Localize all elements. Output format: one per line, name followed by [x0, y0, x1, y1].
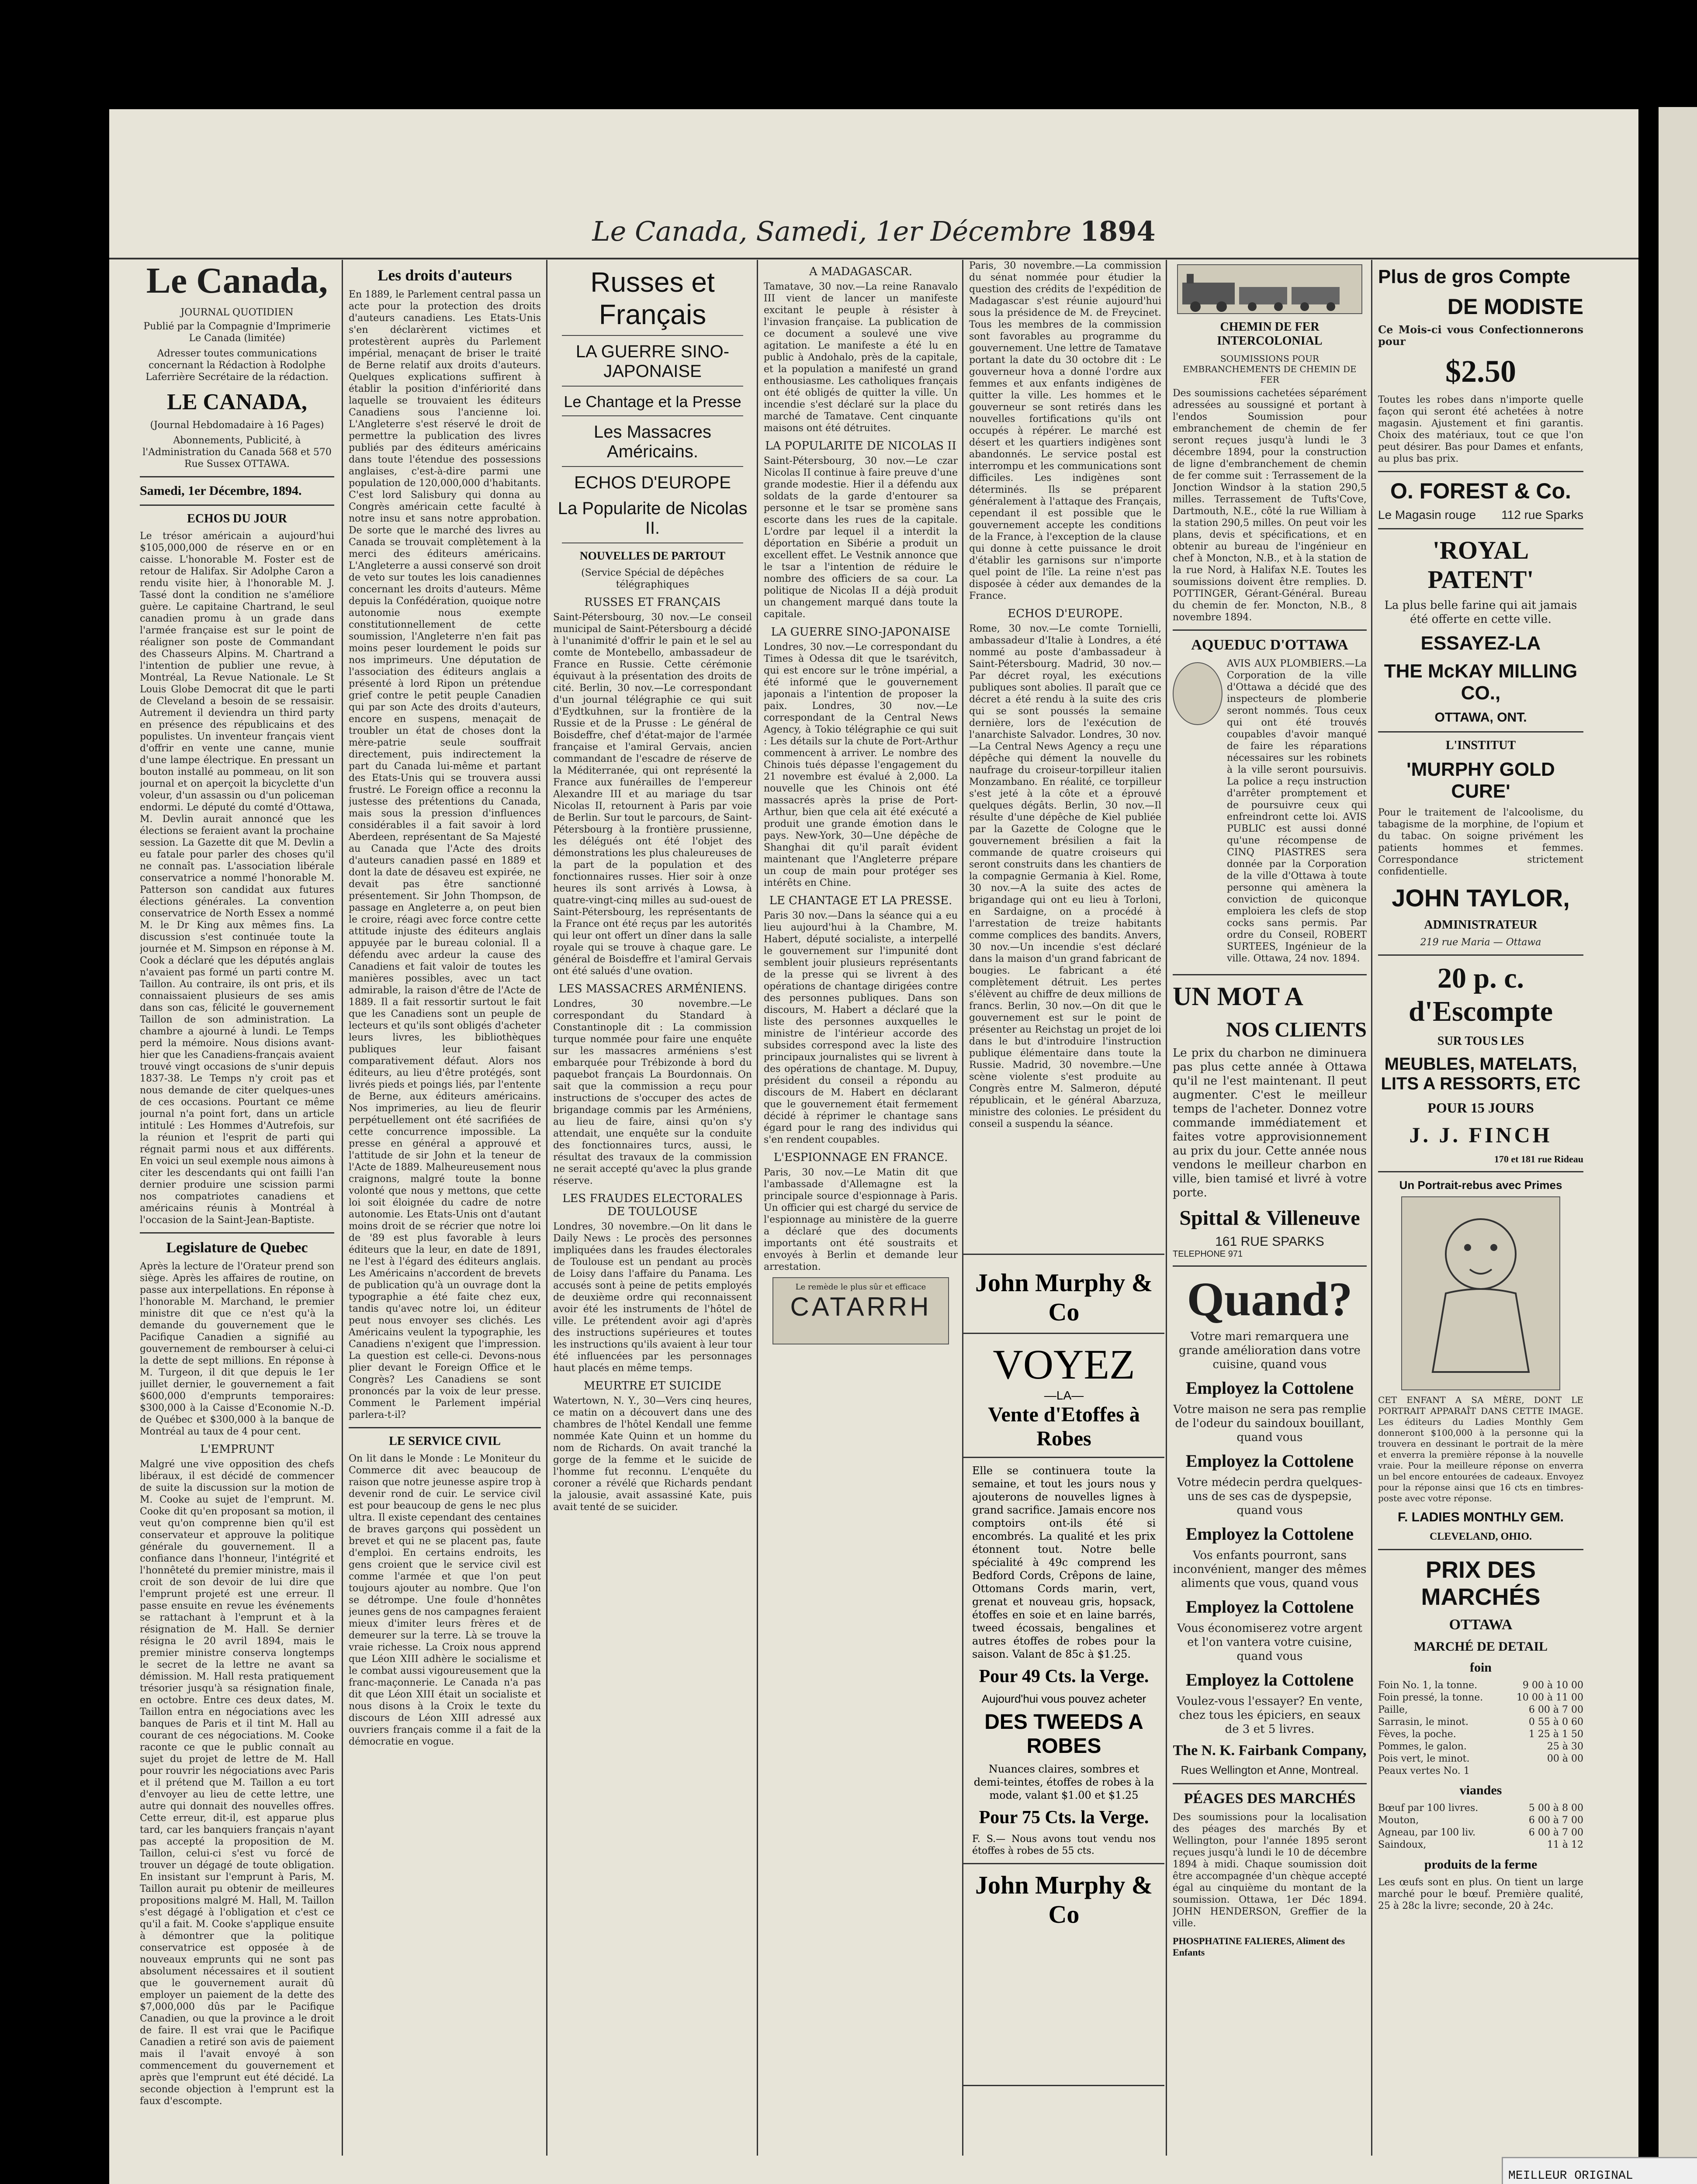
- section-heading: A MADAGASCAR.: [809, 265, 912, 278]
- price-row: [1378, 1716, 1583, 1728]
- publisher-note: Publié par la Compagnie d'Imprimerie Le Canada (limitée): [143, 321, 331, 344]
- institut-heading: L'INSTITUT: [1445, 739, 1516, 752]
- spittal-address: 161 RUE SPARKS: [1215, 1234, 1324, 1249]
- newspaper-tagline: JOURNAL QUOTIDIEN: [180, 307, 294, 318]
- meat-list: [1378, 1802, 1583, 1851]
- article-heading: LE SERVICE CIVIL: [389, 1434, 501, 1448]
- price-value: 9 00 à 10 00: [1522, 1680, 1583, 1691]
- price-item: Sarrasin, le minot.: [1378, 1717, 1469, 1728]
- ferme-heading: produits de la ferme: [1424, 1857, 1538, 1872]
- divider: [963, 1863, 1164, 1864]
- divider: [562, 415, 743, 416]
- rebus-heading: Un Portrait-rebus avec Primes: [1399, 1178, 1562, 1192]
- modiste-heading: Plus de gros Compte: [1378, 266, 1571, 287]
- royal-heading: 'ROYAL PATENT': [1427, 536, 1534, 594]
- column-6: [1173, 260, 1367, 2156]
- emprunt-heading: L'EMPRUNT: [200, 1443, 274, 1456]
- foin-heading: foin: [1469, 1660, 1492, 1675]
- price-value: 00 à 00: [1547, 1753, 1583, 1764]
- section-heading: LA GUERRE SINO-JAPONAISE: [771, 625, 951, 639]
- clients-heading: NOS CLIENTS: [1226, 1018, 1367, 1041]
- escompte-heading: 20 p. c. d'Escompte: [1409, 962, 1553, 1027]
- cure-text: Pour le traitement de l'alcoolisme, du tabagisme de la morphine, de l'opium et du tabac. On soigne privément les patients hommes et femmes. Correspondance strictement confidentielle.: [1378, 807, 1583, 877]
- echos-heading: ECHOS DU JOUR: [187, 512, 287, 525]
- masthead-year: 1894: [1080, 215, 1156, 247]
- cottolene-slogan: Employez la Cottolene: [1185, 1670, 1354, 1690]
- article-text: Watertown, N. Y., 30—Vers cinq heures, ce matin on a découvert dans une des chambres de l'hôtel Kendall une femme nommée Kate Quinn et un homme du nom de Richards. On avait tranché la gorge de la femme et le suicide de l'homme fut reconnu. L'enquête du coroner a révélé que Richards pendant la jalousie, avait assassiné Kate, puis avait tenté de se suicider.: [553, 1396, 752, 1513]
- echos-text: Le trésor américain a aujourd'hui $105,000,000 de réserve en or en caisse. L'honorable M. Foster est de retour de Halifax. Sir Adolphe Caron a rendu visite hier, à l'honorable M. J. Tassé dont la condition ne s'améliore guère. Le capitaine Chartrand, le seul canadien promu à un grade dans l'armée française est sur le point de réaligner son poste de Commandant des Chasseurs Alpins. M. Chartrand a l'intention de publier une revue, à Montréal, La Revue Nationale. Le St Louis Globe Democrat dit que le parti de Cleveland a besoin de se ressaisir. Autrement il deviendra un third party en présence des républicains et des populistes. Un inventeur français vient d'offrir en vente une canne, munie d'une lampe électrique. En pressant un bouton installé au pommeau, on lit son journal et on aperçoit la bicyclette d'un voleur, d'un assassin ou d'un policeman endormi. Le député du comté d'Ottawa, M. Devlin aurait annoncé que les élections se feraient avant la prochaine session. La Gazette dit que M. Devlin a eu fatale pour parler des choses qu'il ne connaît pas. L'association libérale conservatrice a nommé l'honorable M. Patterson son candidat aux futures élections générales. La convention conservatrice de North Essex a nommé M. le Dr King aux mêmes fins. La discussion s'est continuée toute la journée et M. Simpson en réponse à M. Cook a déclaré que les députés anglais n'avaient pas formé un parti contre M. Taillon. Au contraire, ils ont pris, et ils connaissaient plusieurs de ses amis dans son cas, félicité le gouvernement Taillon de son administration. La chambre a ajourné à lundi. Le Temps perd la mémoire. Nous disions avant-hier que les Canadiens-français avaient trouvé vingt occasions de s'unir depuis 1837-38. Le Temps n'y croit pas et nous demande de citer quelques-unes de ces occasions. Pourtant ce même journal n'a point fort, dans un article intitulé : Les Hommes d'Autrefois, sur la réunion et l'esprit de parti qui régnait parmi nous et aux différents. En voici un seul exemple nous aimons à citer les descendants qui ont failli l'an dernier produire une scission parmi nos compatriotes canadiens et américains réunis à Montréal à l'occasion de la Saint-Jean-Baptiste.: [140, 531, 334, 1226]
- aqueduc-text: AVIS AUX PLOMBIERS.—La Corporation de la ville d'Ottawa a décidé que des inspecteurs de plomberie seront nommés. Tous ceux qui ont été trouvés coupables d'avoir manqué de faire les réparations nécessaires sur les robinets à la ville seront poursuivis. La police a reçu instruction d'arrêter promptement et de poursuivre ceux qui enfreindront cette loi. AVIS PUBLIC est aussi donné qu'une récompense de CINQ PIASTRES sera donnée par la Corporation de la ville d'Ottawa à toute personne qui amènera la conviction de quiconque emploiera les clefs de stop cocks sans permis. Par ordre du Conseil, ROBERT SURTEES, Ingénieur de la ville. Ottawa, 24 nov. 1894.: [1227, 658, 1367, 964]
- jours-heading: POUR 15 JOURS: [1427, 1100, 1534, 1116]
- mckay-name: THE McKAY MILLING CO.,: [1384, 660, 1578, 704]
- tweeds-heading: DES TWEEDS A ROBES: [984, 1711, 1143, 1758]
- gem-name: F. LADIES MONTHLY GEM.: [1397, 1510, 1564, 1524]
- catarrh-tagline: Le remède le plus sûr et efficace: [795, 1282, 926, 1292]
- price-value: 1 25 à 1 50: [1528, 1729, 1583, 1740]
- rail-subheading: SOUMISSIONS POUR EMBRANCHEMENTS DE CHEMIN DE FER: [1183, 353, 1357, 385]
- cottolene-text: Votre médecin perdra quelques-uns de ses cas de dyspepsie, quand vous: [1177, 1476, 1362, 1517]
- prix-city: OTTAWA: [1449, 1617, 1513, 1633]
- article-text: Saint-Pétersbourg, 30 nov.—Le czar Nicolas II continue à faire preuve d'une grande modestie. Hier il a défendu aux soldats de la garde d'entourer sa personne et le tsar se promène sans escorte dans les rues de la capitale. L'ordre par lequel il a interdit la déportation en Sibérie a produit un excellent effet. Le Vestnik annonce que le tsar a l'intention de réduire le nombre des officiers de sa cour. La politique de Nicolas II a déjà produit un changement marqué dans toute la capitale.: [764, 456, 958, 620]
- price-row: [1378, 1802, 1583, 1814]
- detail-heading: MARCHÉ DE DETAIL: [1413, 1639, 1548, 1654]
- article-heading: Les droits d'auteurs: [377, 266, 512, 284]
- phosphatine-ad: PHOSPHATINE FALIERES, Aliment des Enfants: [1173, 1935, 1345, 1958]
- fairbank-name: The N. K. Fairbank Company,: [1173, 1742, 1367, 1759]
- divider: [349, 1427, 541, 1428]
- article-text: On lit dans le Monde : Le Moniteur du Commerce dit avec beaucoup de raison que notre jeunesse aspire trop à devenir rond de cuir. Le service civil est pour beaucoup de gens le nec plus ultra. Il existe cependant des centaines de braves garçons qui possèdent un brevet et qui ne se placent pas, faute d'emploi. En certains endroits, les gens croient que le service civil est comme l'armée et que l'on peut toujours ajouter au nombre. Que l'on se détrompe. Une foule d'honnêtes jeunes gens de nos campagnes feraient mieux d'imiter leurs frères et de demeurer sur la terre. Là se trouve la vraie richesse. La Croix nous apprend que Léon XIII adhère le socialisme et le combat aussi vigoureusement que la franc-maçonnerie. Le Canada n'a pas dit que Léon XIII était un socialiste et nous disons à la Croix le texte du discours de Léon XIII adressé aux ouvriers français comme il a fait de la démocratie en vogue.: [349, 1453, 541, 1747]
- murphy-name: John Murphy & Co: [975, 1871, 1153, 1928]
- emprunt-text: Malgré une vive opposition des chefs libéraux, il est décidé de commencer de suite la discussion sur la motion de M. Cooke au sujet de l'emprunt. M. Cooke dit qu'en proposant sa motion, il veut qu'on comprenne bien qu'il est conservateur et approuve la politique générale du gouvernement. Il a confiance dans l'honneur, l'intégrité et l'honnêteté du premier ministre, mais il croit de son devoir de lui dire que l'emprunt projeté est une erreur. Il passe ensuite en revue les événements se rattachant à l'emprunt et à la résignation de M. Hall. Se dernier résigna le 20 avril 1894, mais le premier ministre conserva longtemps le secret de la lettre ne avant sa démission. M. Hall resta pratiquement trésorier jusqu'à sa résignation finale, en octobre. Entre ces deux dates, M. Taillon entra en négociations avec les banques de Paris et il tint M. Hall au courant de ces négociations. M. Cooke raconte ce que le public connaît au sujet du projet de lettre de M. Hall pour rouvrir les négociations avec Paris et il prétend que M. Taillon a eu tort d'envoyer au lieu de cette lettre, une autre qui donnait des nouvelles offres. Cette erreur, dit-il, est apparue plus tard, car les banquiers français n'ayant pas accepté la proposition de M. Taillon, celui-ci s'est vu forcé de trouver un dégagé de toute obligation. En insistant sur l'emprunt à Paris, M. Taillon aurait pu obtenir de meilleures propositions malgré M. Hall, M. Taillon s'est dégagé à l'obligation et c'est ce qu'il a fait. M. Cooke s'applique ensuite à démontrer que la politique conservatrice est opposée à de nouveaux emprunts qui ne sont pas absolument nécessaires et il soutient que le gouvernement aurait dû employer un paiement de la dette des $7,000,000 dûs par le Pacifique Canadien, ou que la province a le droit de faire. Il est vrai que le Pacifique Canadien a retiré son avis de paiement mais il l'avait envoyé à son commencement du gouvernement et après que l'emprunt eut été décidé. La seconde objection à l'emprunt est la faux d'escompte.: [140, 1459, 334, 2107]
- rail-text: Des soumissions cachetées séparément adressées au soussigné et portant à l'endos Soumission pour embranchement de chemin de fer seront reçues jusqu'à lundi le 3 décembre 1894, pour la construction de ligne d'embranchement de chemin de fer comme suit : Terrassement de la Jonction Windsor à la station 290,5 milles. Terrassement de Tufts'Cove, Dartmouth, N.E., côté la rue William à la station 290,5 milles. On peut voir les plans, devis et spécifications, et en obtenir au bureau de l'ingénieur en chef à Moncton, N.B., et à la station de la rue Nord, à Halifax N.E. Toutes les soumissions doivent être remplies. D. POTTINGER, Gérant-Général. Bureau du chemin de fer. Moncton, N.B., 8 novembre 1894.: [1173, 388, 1367, 623]
- divider: [1173, 1265, 1367, 1267]
- headline: NOUVELLES DE PARTOUT: [579, 549, 726, 562]
- cottolene-slogan: Employez la Cottolene: [1185, 1378, 1354, 1398]
- divider: [1378, 954, 1583, 956]
- escompte-sub: SUR TOUS LES: [1437, 1034, 1524, 1048]
- cottolene-text: Vous économiserez votre argent et l'on vantera votre cuisine, quand vous: [1177, 1622, 1362, 1663]
- price-row: [1378, 1692, 1583, 1704]
- divider: [1173, 629, 1367, 631]
- headline: Russes et Français: [590, 266, 715, 330]
- masthead-title: Le Canada, Samedi, 1er Décembre: [592, 215, 1072, 247]
- royal-text: La plus belle farine qui ait jamais été offerte en cette ville.: [1384, 599, 1577, 626]
- cottolene-slogan: Employez la Cottolene: [1185, 1451, 1354, 1471]
- column-rule: [1371, 260, 1372, 2156]
- price-item: Pois vert, le minot.: [1378, 1753, 1470, 1764]
- price-item: Foin pressé, la tonne.: [1378, 1692, 1483, 1703]
- price-list: [1378, 1679, 1583, 1765]
- article-text: Londres, 30 novembre.—On lit dans le Daily News : Le procès des personnes impliquées dans les fraudes électorales de Toulouse est un pendant au procès de Loisy dans l'affaire du Panama. Les accusés sont à peine de petits employés de deuxième ordre qui reconnaissent avoir été les instruments de l'hôtel de ville. Le prétendent avoir agi d'après des instructions supérieures et toutes les instructions qu'ils avaient à leur tour été influencées par les personnages haut placés en même temps.: [553, 1221, 752, 1374]
- cottolene-slogan: Employez la Cottolene: [1185, 1597, 1354, 1617]
- ferme-text: Les œufs sont en plus. On tient un large marché pour le bœuf. Première qualité, 25 à 28c la livre; seconde, 20 à 24c.: [1378, 1877, 1583, 1911]
- catarrh-title: CATARRH: [790, 1292, 932, 1321]
- price-value: 6 00 à 7 00: [1528, 1827, 1583, 1838]
- article-text: Saint-Pétersbourg, 30 nov.—Le conseil municipal de Saint-Pétersbourg a décidé à l'unanimité d'offrir le pain et le sel au comte de Montebello, ambassadeur de France en Russie. Cette cérémonie équivaut à la présentation des droits de cité. Berlin, 30 nov.—Le correspondant d'un journal télégraphie ce qui suit d'Eydtkuhnen, sur la frontière de la Russie et de la Prusse : Le général de Boisdeffre, chef d'état-major de l'armée française et l'amiral Gervais, ancien commandant de l'escadre de réserve de la Méditerranée, qui ont représenté la France aux funérailles de l'empereur Alexandre III et au mariage du tsar Nicolas II, retournent à Paris par voie de Berlin. Sur tout le parcours, de Saint-Pétersbourg à la frontière prussienne, les délégués ont été l'objet des démonstrations les plus chaleureuses de la part de la population et des fonctionnaires russes. Hier soir à onze heures ils sont arrivés à Lowsa, à quatre-vingt-cinq milles au sud-ouest de Saint-Pétersbourg, les représentants de la France ont été reçus par les autorités qui leur ont offert un dîner dans la salle royale qui se trouve à chaque gare. Le général de Boisdeffre et l'amiral Gervais ont été salués d'une ovation.: [553, 612, 752, 977]
- quand-text: Votre mari remarquera une grande amélioration dans votre cuisine, quand vous: [1179, 1330, 1361, 1371]
- forest-name: O. FOREST & Co.: [1390, 479, 1571, 503]
- price-row: [1378, 1741, 1583, 1753]
- meubles-heading: MEUBLES, MATELATS, LITS A RESSORTS, ETC: [1381, 1054, 1581, 1093]
- price-item: Bœuf par 100 livres.: [1378, 1803, 1479, 1814]
- gem-city: CLEVELAND, OHIO.: [1429, 1531, 1532, 1542]
- price-value: 25 à 30: [1547, 1741, 1583, 1752]
- essayez-heading: ESSAYEZ-LA: [1420, 632, 1541, 654]
- section-heading: ECHOS D'EUROPE.: [1008, 607, 1123, 620]
- viandes-heading: viandes: [1459, 1783, 1502, 1797]
- archive-stamp: MEILLEUR ORIGINAL: [1502, 2157, 1697, 2184]
- spittal-phone: TELEPHONE 971: [1173, 1249, 1243, 1259]
- price-row: [1378, 1814, 1583, 1827]
- divider: [1378, 1549, 1583, 1550]
- divider: [562, 335, 743, 336]
- column-3: [553, 260, 752, 2156]
- subscriptions-note: Abonnements, Publicité, à l'Administration du Canada 568 et 570 Rue Sussex OTTAWA.: [142, 435, 332, 470]
- rebus-illustration: [1401, 1196, 1560, 1390]
- cottolene-slogan: Employez la Cottolene: [1185, 1524, 1354, 1544]
- section-heading: LA POPULARITE DE NICOLAS II: [765, 439, 956, 453]
- price-row: [1378, 1753, 1583, 1765]
- section-heading: L'ESPIONNAGE EN FRANCE.: [773, 1151, 948, 1164]
- price-75: Pour 75 Cts. la Verge.: [979, 1807, 1149, 1828]
- article-text: Paris, 30 novembre.—La commission du sénat nommée pour étudier la question des crédits de l'expédition de Madagascar s'est réunie aujourd'hui sous la présidence de M. de Freycinet. Tous les membres de la commission sont favorables au programme du gouvernement. Une lettre de Tamatave portant la date du 30 octobre dit : Le gouverneur hova a donné l'ordre aux femmes et aux enfants indigènes de quitter la ville. Les hommes et le gouverneur se sont retirés dans les nouvelles fortifications qu'ils ont occupés à répérer. Le marché est désert et les quartiers indigènes sont abandonnés. Le service postal est interrompu et les communications sont difficiles. Les indigènes sont déterminés. Ils se préparent généralement à l'attaque des Français, cependant il est possible que le gouvernement accepte les conditions de la France, à l'exception de la clause qui donne à cette puissance le droit d'établir les garnisons sur n'importe quel point de l'île. La reine n'est pas disposée à céder aux demandes de la France.: [969, 260, 1161, 601]
- taylor-title: ADMINISTRATEUR: [1424, 918, 1538, 932]
- price-item: Mouton,: [1378, 1815, 1419, 1826]
- price-row: [1378, 1728, 1583, 1741]
- price-row: [1378, 1704, 1583, 1716]
- column-rule: [546, 260, 547, 2156]
- price-value: 6 00 à 7 00: [1528, 1815, 1583, 1826]
- finch-name: J. J. FINCH: [1409, 1123, 1552, 1147]
- taylor-address: 219 rue Maria — Ottawa: [1420, 937, 1541, 948]
- taylor-name: JOHN TAYLOR,: [1392, 884, 1570, 912]
- price-value: 10 00 à 11 00: [1516, 1692, 1583, 1703]
- headline: Le Chantage et la Presse: [564, 393, 741, 411]
- cottolene-text: Votre maison ne sera pas remplie de l'odeur du saindoux bouillant, quand vous: [1173, 1403, 1366, 1444]
- weekly-name: LE CANADA,: [167, 390, 307, 415]
- newspaper-name: Le Canada,: [146, 260, 328, 301]
- section-heading: LES FRAUDES ELECTORALES DE TOULOUSE: [562, 1192, 743, 1218]
- column-rule: [1166, 260, 1167, 2156]
- peages-text: Des soumissions pour la localisation des péages des marchés By et Wellington, pour l'année 1895 seront reçues jusqu'à lundi le 10 de décembre 1894 à midi. Chaque soumission doit être accompagnée d'un chèque accepté égal au cinquième du montant de la soumission. Ottawa, 1er Déc 1894. JOHN HENDERSON, Greffier de la ville.: [1173, 1812, 1367, 1929]
- headline: La Popularite de Nicolas II.: [558, 499, 748, 538]
- forest-subtitle: Le Magasin rouge: [1378, 508, 1476, 522]
- mot-heading: UN MOT A: [1173, 982, 1303, 1011]
- divider: [562, 466, 743, 467]
- page-masthead: [109, 205, 1638, 259]
- newspaper-scan: [109, 109, 1638, 2184]
- murphy-cure-heading: 'MURPHY GOLD CURE': [1406, 759, 1555, 802]
- finch-address: 170 et 181 rue Rideau: [1494, 1154, 1583, 1165]
- price-row: [1378, 1827, 1583, 1839]
- mckay-city: OTTAWA, ONT.: [1434, 710, 1527, 725]
- cottolene-text: Voulez-vous l'essayer? En vente, chez tous les épiciers, en seaux de 3 et 5 livres.: [1176, 1695, 1363, 1736]
- vente-heading: Vente d'Etoffes à Robes: [988, 1403, 1140, 1450]
- issue-date: Samedi, 1er Décembre, 1894.: [140, 484, 302, 498]
- aujourdhui-text: Aujourd'hui vous pouvez acheter: [981, 1692, 1146, 1705]
- price-item: Fèves, la poche.: [1378, 1729, 1456, 1740]
- column-4: [764, 260, 958, 2156]
- fairbank-address: Rues Wellington et Anne, Montreal.: [1181, 1763, 1359, 1776]
- article-text: Tamatave, 30 nov.—La reine Ranavalo III vient de lancer un manifeste excitant le peuple à résister à l'invasion française. La publication de ce document a soulevé une vive agitation. Le manifeste a été lu en public à Andohalo, près de la capitale, et la population a manifesté un grand enthousiasme. Les catholiques français ont été obligés de quitter la ville. Un incendie s'est déclaré sur la place du marché de Tamatave. Cent cinquante maisons ont été détruites.: [764, 281, 958, 434]
- peages-heading: PÉAGES DES MARCHÉS: [1184, 1790, 1356, 1807]
- divider: [963, 1457, 1164, 1458]
- weekly-desc: (Journal Hebdomadaire à 16 Pages): [150, 420, 324, 431]
- modiste-price: $2.50: [1445, 354, 1516, 389]
- forest-address: 112 rue Sparks: [1501, 508, 1583, 522]
- price-value: 0 55 à 0 60: [1528, 1717, 1583, 1728]
- peaux-line: Peaux vertes No. 1: [1378, 1766, 1470, 1776]
- price-item: Agneau, par 100 liv.: [1378, 1827, 1476, 1838]
- ottawa-seal-icon: [1173, 662, 1223, 725]
- divider: [562, 386, 743, 387]
- catarrh-ad: [772, 1277, 949, 1344]
- headline: Les Massacres Américains.: [594, 422, 711, 461]
- section-heading: LES MASSACRES ARMÉNIENS.: [558, 982, 747, 995]
- divider: [1173, 974, 1367, 975]
- service-note: (Service Spécial de dépêches télégraphiques: [581, 567, 724, 590]
- price-item: Foin No. 1, la tonne.: [1378, 1680, 1478, 1691]
- article-text: Paris 30 nov.—Dans la séance qui a eu lieu aujourd'hui à la Chambre, M. Habert, député socialiste, a interpellé le gouvernement sur l'impunité dont semblent jouir plusieurs représentants de la presse qui se livrent à des opérations de chantage dirigées contre des personnes publiques. Dans son discours, M. Habert a déclaré que la liste des personnes auxquelles le ministre de l'intérieur accorde des subsides correspond avec la liste des principaux journalistes qui se livrent à des opérations de chantage. M. Dupuy, président du conseil a répondu au discours de M. Habert en déclarant que le gouvernement était fermement décidé à réprimer le chantage sans égard pour le rang des individus qui s'en rendent coupables.: [764, 910, 958, 1145]
- column-1: [140, 260, 334, 2156]
- column-7: [1378, 260, 1583, 2156]
- prix-heading: PRIX DES MARCHÉS: [1421, 1557, 1541, 1610]
- divider: [1378, 471, 1583, 472]
- price-value: 5 00 à 8 00: [1528, 1803, 1583, 1814]
- modiste-text: Ce Mois-ci vous Confectionnerons pour: [1378, 323, 1583, 348]
- article-text: Londres, 30 nov.—Le correspondant du Times à Odessa dit que le tsarévitch, qui est encore sur le trône impérial, a été informé que le gouvernement japonais a l'intention de proposer la paix. Londres, 30 nov.—Le correspondant de la Central News Agency, à Tokio télégraphie ce qui suit : Les détails sur la chute de Port-Arthur commencent à arriver. Le nombre des Chinois tués dépasse l'engagement du 21 novembre est évalué à 2,000. La nouvelle que les Chinois ont été massacrés après la prise de Port-Arthur, bien que cela ait été exécuté a produit une grande émotion dans le pays. New-York, 30—Une dépêche de Shanghai dit qu'il paraît évident maintenant que l'Angleterre prépare un coup de main pour protéger ses intérêts en Chine.: [764, 642, 958, 888]
- headline: ECHOS D'EUROPE: [574, 473, 731, 492]
- train-illustration: [1177, 264, 1362, 314]
- column-rule: [757, 260, 758, 2156]
- divider: [1378, 528, 1583, 529]
- voyez-heading: VOYEZ: [993, 1341, 1135, 1388]
- rebus-text: CET ENFANT A SA MÈRE, DONT LE PORTRAIT APPARAÎT DANS CETTE IMAGE. Les éditeurs du Ladies Monthly Gem donneront $100,000 à la personne qui la trouvera en dessinant le portrait de la mère et enverra la première réponse à la nouvelle vraie. Pour la meilleure réponse on enverra un bel encore entourées de cadeaux. Envoyez pour la réponse ainsi que 16 cts en timbres-poste avec votre réponse.: [1378, 1395, 1583, 1503]
- price-49: Pour 49 Cts. la Verge.: [979, 1666, 1149, 1686]
- divider: [1378, 731, 1583, 733]
- price-item: Paille,: [1378, 1704, 1408, 1715]
- price-value: 11 à 12: [1547, 1839, 1583, 1850]
- divider: [1173, 1783, 1367, 1784]
- divider: [140, 476, 334, 477]
- divider: [963, 1333, 1164, 1334]
- price-item: Saindoux,: [1378, 1839, 1427, 1850]
- divider: [140, 505, 334, 506]
- adjacent-page-edge: [1659, 107, 1697, 2184]
- article-text: En 1889, le Parlement central passa un acte pour la protection des droits d'auteurs canadiens. Les Etats-Unis s'en déclarèrent victimes et protestèrent auprès du Parlement impérial, menaçant de briser le traité de Berne relatif aux droits d'auteurs. Quelques explications suffirent à établir la position d'infériorité dans laquelle se trouvaient les éditeurs Canadiens sous l'ancienne loi. L'Angleterre s'est réservé le droit de permettre la publication des livres publiés par des éditeurs américains dans toute l'étendue des possessions anglaises, c'est-à-dire parmi une population de 120,000,000 d'habitants. C'est lord Salisbury qui donna au Congrès américain cette faculté à notre insu et sans notre approbation. De sorte que le marché des livres au Canada se trouvait complètement à la merci des éditeurs américains. L'Angleterre a aussi conservé son droit de veto sur toutes les lois canadiennes concernant les droits d'auteurs. Même depuis la Confédération, quoique notre autonomie nous exempte constitutionnellement de cette soumission, l'Angleterre n'en fait pas moins peser lourdement le poids sur nos imprimeurs. Une députation de l'association des éditeurs anglais a présenté à lord Ripon un prétendue grief contre le petit peuple Canadien qui par son Acte des droits d'auteurs, encore en suspens, menaçait de troubler un état de choses dont la mère-patrie seule souffrait directement, puis indirectement la part du Canada lui-même et partant des Etats-Unis qui se trouvera aussi frustré. Le Foreign office a reconnu la justesse des prétentions du Canada, mais sous la pression d'influences considérables il a fait savoir à lord Aberdeen, représentant de Sa Majesté au Canada que l'Acte des droits d'auteurs canadien passé en 1889 et dont la date de désaveu est expirée, ne devait pas être sanctionné présentement. Sir John Thompson, de passage en Angleterre a, on peut bien le croire, réagi avec force contre cette attitude injuste des éditeurs anglais appuyée par le bureau colonial. Il a défendu avec ardeur la cause des Canadiens et fait valoir de toutes les manières possibles, avec un tact admirable, la raison d'être de l'Acte de 1889. Il a fait ressortir surtout le fait que les Canadiens sont un peuple de lecteurs et qu'ils sont obligés d'acheter leurs livres, les bibliothèques publiques leur faisant comparativement défaut. Alors nos éditeurs, au lieu d'être protégés, sont livrés pieds et poings liés, par l'entente de Berne, aux éditeurs américains. Nos imprimeries, au lieu de fleurir perpétuellement ont été sacrifiées de cette concurrence impossible. La presse en général a approuvé et l'attitude de sir John et la teneur de l'Acte de 1889. Malheureusement nous craignons, malgré toute la bonne volonté que nous y mettons, que cette loi soit éloignée du cadre de notre autonomie. Les Etats-Unis ont d'autant moins droit de se récrier que notre loi de '89 est plus favorable à leurs éditeurs que la leur, en date de 1891, ne l'est à l'égard des éditeurs anglais. Les Américains n'accordent de brevets de publication qu'à un ouvrage dont la typographie a été faite chez eux, tandis qu'avec notre loi, un éditeur peut nous envoyer ses clichés. Les Américains veulent la typographie, les Canadiens n'exigent que l'impression. La question est celle-ci. Devons-nous plier devant le Foreign Office et le Congrès? Les Canadiens se sont prononcés par la voix de leur presse. Comment le Parlement impérial parlera-t-il?: [349, 289, 541, 1420]
- vente-text: Elle se continuera toute la semaine, et tout les jours nous y ajouterons de nouvelles lignes à grand sacrifice. Jamais encore nos comptoirs ont-ils été si encombrés. La qualité et les prix étonnent tout. Notre belle spécialité à 49c comprend les Bedford Cords, Crêpons de laine, Ottomans Cords marin, vert, grenat et nouveau gris, hopsack, étoffes en soie et en laine barrés, tweed écossais, bengalines et autres étoffes de robes pour la saison. Valant de 85c à $1.25.: [972, 1465, 1156, 1660]
- column-rule: [342, 260, 343, 2156]
- column-2: [349, 260, 541, 2156]
- section-heading: RUSSES ET FRANÇAIS: [584, 596, 721, 609]
- divider: [140, 1232, 334, 1234]
- section-heading: LE CHANTAGE ET LA PRESSE.: [769, 894, 952, 907]
- mot-text: Le prix du charbon ne diminuera pas plus cette année à Ottawa qu'il ne l'est maintenant. Il peut augmenter. C'est le meilleur temps de l'acheter. Donnez votre commande immédiatement et faites votre approvisionnement au prix du jour. Cette année nous vendons le meilleur charbon en ville, bien tamisé et livré à votre porte.: [1173, 1047, 1367, 1199]
- article-text: Londres, 30 novembre.—Le correspondant du Standard à Constantinople dit : La commission turque nommée pour faire une enquête sur les massacres arméniens s'est embarquée pour Trébizonde à bord du paquebot français La Bourdonnais. On sait que la commission a reçu pour instructions de s'occuper des actes de brigandage commis par les Arméniens, au lieu de faire, ainsi qu'on s'y attendait, une enquête sur la conduite des fonctionnaires turcs, aussi, le résultat des travaux de la commission ne serait accepté qu'avec la plus grande réserve.: [553, 999, 752, 1186]
- price-item: Pommes, le galon.: [1378, 1741, 1467, 1752]
- aqueduc-heading: AQUEDUC D'OTTAWA: [1191, 637, 1348, 653]
- rail-heading: CHEMIN DE FER INTERCOLONIAL: [1217, 320, 1323, 348]
- cottolene-text: Vos enfants pourront, sans inconvénient, manger des mêmes aliments que vous, quand vous: [1173, 1549, 1367, 1590]
- headline: LA GUERRE SINO-JAPONAISE: [575, 342, 730, 381]
- spittal-name: Spittal & Villeneuve: [1179, 1206, 1360, 1230]
- divider: [1378, 1171, 1583, 1172]
- price-row: [1378, 1839, 1583, 1851]
- ps-text: F. S.— Nous avons tout vendu nos étoffes à robes de 55 cts.: [972, 1834, 1156, 1856]
- modiste-details: Toutes les robes dans n'importe quelle façon qui seront été achetées à notre magasin. Ajustement et fini garantis. Choix des matériaux, tout ce que l'on peut désirer. Bas pour Dames et enfants, au plus bas prix.: [1378, 394, 1583, 464]
- price-value: 6 00 à 7 00: [1528, 1704, 1583, 1715]
- la-text: —LA—: [1044, 1389, 1084, 1402]
- train-icon: [1178, 265, 1361, 313]
- address-note: Adresser toutes communications concernant la Rédaction à Rodolphe Laferrière Secrétaire de la rédaction.: [145, 348, 329, 383]
- article-text: Paris, 30 nov.—Le Matin dit que l'ambassade d'Allemagne est la principale source d'espionnage à Paris. Un officier qui est chargé du service de l'espionnage au ministère de la guerre a déclaré que des documents importants ont été soustraits et envoyés à Berlin et demande leur arrestation.: [764, 1167, 958, 1272]
- modiste-heading: DE MODISTE: [1447, 294, 1583, 319]
- murphy-name: John Murphy & Co: [975, 1268, 1153, 1326]
- section-heading: MEURTRE ET SUICIDE: [583, 1379, 722, 1393]
- murphy-ad: [963, 1254, 1164, 2086]
- tweeds-text: Nuances claires, sombres et demi-teintes, étoffes de robes à la mode, valant $1.00 et $1.25: [973, 1763, 1154, 1801]
- baby-portrait-icon: [1402, 1197, 1559, 1389]
- legislature-heading: Legislature de Quebec: [166, 1240, 308, 1256]
- article-text: Rome, 30 nov.—Le comte Tornielli, ambassadeur d'Italie à Londres, a été nommé au poste d'ambassadeur à Saint-Pétersbourg. Madrid, 30 nov.—Par décret royal, les exécutions publiques sont abolies. Il paraît que ce décret a été rendu à la suite des cris qui se sont poussés la semaine dernière, lors de l'exécution de l'anarchiste Salvador. Londres, 30 nov.—La Central News Agency a reçu une dépêche qui dément la nouvelle du naufrage du croiseur-torpilleur italien Monzambano. En réalité, ce torpilleur s'est jeté à la côte et a éprouvé quelques dégâts. Berlin, 30 nov.—Il résulte d'une dépêche de Kiel publiée par la Gazette de Cologne que le gouvernement brésilien a fait la commande de quatre croiseurs qui seront construits dans les chantiers de la compagnie Germania à Kiel. Rome, 30 nov.—A la suite des actes de brigandage qui ont eu lieu à Torloni, en Sardaigne, on a procédé à l'arrestation de treize habitants comme complices des bandits. Anvers, 30 nov.—Un incendie s'est déclaré dans la maison d'un grand fabricant de bougies. Le fabricant a été complètement détruit. Les pertes s'élèvent au chiffre de deux millions de francs. Berlin, 30 nov.—On dit que le gouvernement est sur le point de présenter au Reichstag un projet de loi dans le but d'introduire l'instruction publique élémentaire dans toute la Russie. Madrid, 30 novembre.—Une scène violente s'est produite au Congrès entre M. Salmeron, député républicain, et le général Abarzuza, ministre des colonies. Le président du conseil a suspendu la séance.: [969, 623, 1161, 1130]
- quand-heading: Quand?: [1187, 1272, 1353, 1326]
- legislature-text: Après la lecture de l'Orateur prend son siège. Après les affaires de routine, on passe aux interpellations. En réponse à l'honorable M. Marchand, le premier ministre dit que ce n'est qu'à la demande du gouvernement que le Pacifique Canadien a signifié au gouvernement de rembourser à celui-ci la dette de sept millions. En réponse à M. Turgeon, il dit que depuis le 1er juillet dernier, le gouvernement a fait $600,000 d'emprunts temporaires: $300,000 à la Caisse d'Economie N.-D. de Québec et $300,000 à la banque de Montréal au taux de 4 pour cent.: [140, 1261, 334, 1437]
- price-row: [1378, 1679, 1583, 1692]
